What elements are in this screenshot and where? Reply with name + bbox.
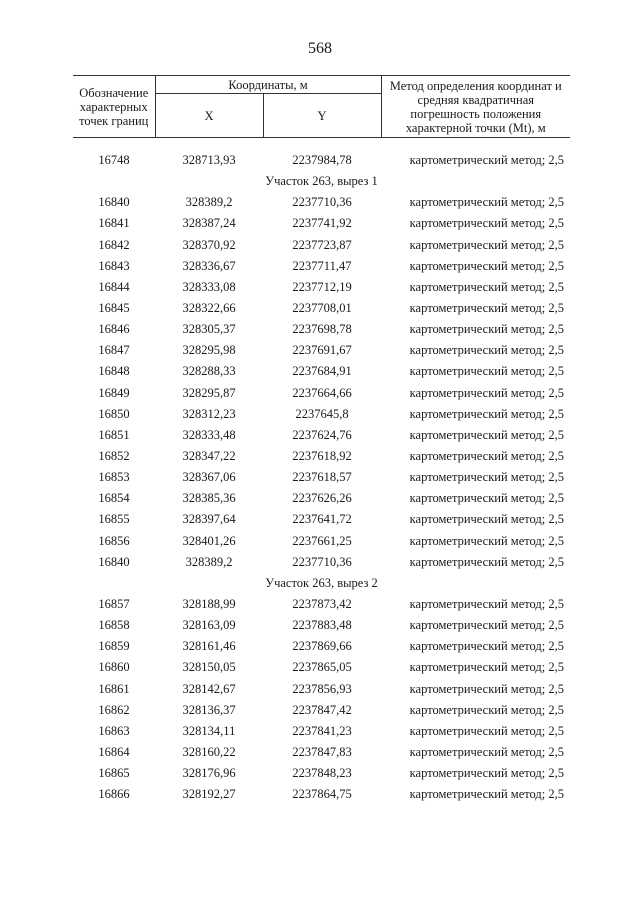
point-id: 16843 [98,258,130,273]
x-coordinate: 328161,46 [182,639,236,654]
table-row [73,340,570,361]
method-cell: картометрический метод; 2,5 [409,301,565,316]
method-cell: картометрический метод; 2,5 [409,364,565,379]
y-coordinate: 2237864,75 [292,787,352,802]
table-row [73,383,570,404]
y-coordinate: 2237624,76 [292,427,352,442]
y-coordinate: 2237708,01 [292,301,352,316]
method-cell: картометрический метод; 2,5 [409,470,565,485]
method-cell: картометрический метод; 2,5 [409,385,565,400]
section-row [73,573,570,594]
y-coordinate: 2237841,23 [292,723,352,738]
point-id: 16858 [98,618,130,633]
table-row [73,277,570,298]
method-cell: картометрический метод; 2,5 [409,597,565,612]
table-row [73,679,570,700]
method-cell: картометрический метод; 2,5 [409,660,565,675]
x-coordinate: 328385,36 [182,491,236,506]
y-coordinate: 2237865,05 [292,660,352,675]
point-id: 16840 [98,195,130,210]
method-cell: картометрический метод; 2,5 [409,681,565,696]
point-id: 16854 [98,491,130,506]
method-cell: картометрический метод; 2,5 [409,533,565,548]
point-id: 16866 [98,787,130,802]
x-coordinate: 328288,33 [182,364,236,379]
y-coordinate: 2237723,87 [292,237,352,252]
x-coordinate: 328160,22 [182,745,236,759]
method-cell: картометрический метод; 2,5 [409,258,565,273]
x-coordinate: 328142,67 [182,681,236,696]
point-id: 16848 [98,364,130,379]
point-id: 16852 [98,449,130,464]
table-row [73,763,570,784]
method-cell: картометрический метод; 2,5 [409,787,565,802]
x-coordinate: 328401,26 [182,533,236,548]
table-row [73,192,570,213]
x-coordinate: 328389,2 [185,195,233,210]
point-id: 16855 [98,512,130,527]
section-row [73,171,570,192]
table-row [73,700,570,721]
x-coordinate: 328312,23 [182,406,236,421]
x-coordinate: 328389,2 [185,554,233,569]
point-column-header: Обозначение характерных точек границ [73,76,155,138]
table-row [73,319,570,340]
y-coordinate: 2237883,48 [292,618,352,633]
y-coordinate: 2237873,42 [292,597,352,612]
method-cell: картометрический метод; 2,5 [409,153,565,168]
point-id: 16846 [98,322,130,337]
point-id: 16856 [98,533,130,548]
x-coordinate: 328370,92 [182,237,236,252]
y-coordinate: 2237710,36 [292,554,352,569]
table-row [73,784,570,805]
method-cell: картометрический метод; 2,5 [409,427,565,442]
table-row [73,742,570,763]
y-coordinate: 2237847,42 [292,702,352,717]
table-row [73,552,570,573]
method-cell: картометрический метод; 2,5 [409,406,565,421]
y-coordinate: 2237618,57 [292,470,352,485]
table-row [73,488,570,509]
method-cell: картометрический метод; 2,5 [409,449,565,464]
y-coordinate: 2237741,92 [292,216,352,231]
y-coordinate: 2237711,47 [292,258,352,273]
method-cell: картометрический метод; 2,5 [409,745,565,759]
x-coordinate: 328347,22 [182,449,236,464]
method-cell: картометрический метод; 2,5 [409,639,565,654]
x-coordinate: 328295,87 [182,385,236,400]
y-coordinate: 2237856,93 [292,681,352,696]
y-coordinate: 2237626,26 [292,491,352,506]
method-cell: картометрический метод; 2,5 [409,491,565,506]
table-row [73,425,570,446]
y-coordinate: 2237645,8 [295,406,349,421]
coords-column-header: Координаты, м [155,76,381,94]
x-coordinate: 328336,67 [182,258,236,273]
section-title: Участок 263, вырез 2 [265,575,378,590]
table-row [73,594,570,615]
point-id: 16851 [98,427,130,442]
y-coordinate: 2237869,66 [292,639,352,654]
point-id: 16857 [98,597,130,612]
x-coordinate: 328192,27 [182,787,236,802]
point-id: 16840 [98,554,130,569]
x-coordinate: 328322,66 [182,301,236,316]
coordinates-table [73,75,570,805]
table-row [73,361,570,382]
y-coordinate: 2237664,66 [292,385,352,400]
y-coordinate: 2237698,78 [292,322,352,337]
y-coordinate: 2237661,25 [292,533,352,548]
point-id: 16845 [98,301,130,316]
point-id: 16847 [98,343,130,358]
point-id: 16844 [98,279,130,294]
method-cell: картометрический метод; 2,5 [409,322,565,337]
x-coordinate: 328367,06 [182,470,236,485]
x-coordinate: 328176,96 [182,766,236,781]
y-coordinate: 2237847,83 [292,745,352,759]
table-row [73,721,570,742]
point-id: 16748 [98,153,130,168]
method-cell: картометрический метод; 2,5 [409,237,565,252]
table-row [73,235,570,256]
point-id: 16862 [98,702,130,717]
y-coordinate: 2237691,67 [292,343,352,358]
table-row [73,404,570,425]
x-column-header: X [155,94,263,138]
x-coordinate: 328333,48 [182,427,236,442]
section-title: Участок 263, вырез 1 [265,174,378,189]
y-coordinate: 2237710,36 [292,195,352,210]
point-id: 16849 [98,385,130,400]
y-coordinate: 2237712,19 [292,279,352,294]
x-coordinate: 328188,99 [182,597,236,612]
method-cell: картометрический метод; 2,5 [409,723,565,738]
table-row [73,509,570,530]
x-coordinate: 328136,37 [182,702,236,717]
table-row [73,256,570,277]
method-cell: картометрический метод; 2,5 [409,216,565,231]
table-row [73,615,570,636]
y-coordinate: 2237848,23 [292,766,352,781]
point-id: 16859 [98,639,130,654]
table-body [73,138,570,806]
x-coordinate: 328163,09 [182,618,236,633]
method-cell: картометрический метод; 2,5 [409,554,565,569]
table-row [73,636,570,657]
page-number: 568 [308,40,332,57]
y-column-header: Y [263,94,381,138]
point-id: 16865 [98,766,130,781]
method-cell: картометрический метод; 2,5 [409,343,565,358]
x-coordinate: 328150,05 [182,660,236,675]
x-coordinate: 328713,93 [182,153,236,168]
x-coordinate: 328134,11 [182,723,236,738]
method-column-header: Метод определения координат и средняя квадратичная погрешность положения характерной точки (Mt), м [381,76,570,138]
x-coordinate: 328333,08 [182,279,236,294]
point-id: 16863 [98,723,130,738]
x-coordinate: 328295,98 [182,343,236,358]
method-cell: картометрический метод; 2,5 [409,702,565,717]
table-row [73,298,570,319]
point-id: 16864 [98,745,130,759]
point-id: 16841 [98,216,130,231]
method-cell: картометрический метод; 2,5 [409,766,565,781]
method-cell: картометрический метод; 2,5 [409,195,565,210]
y-coordinate: 2237684,91 [292,364,352,379]
table-row [73,150,570,171]
y-coordinate: 2237641,72 [292,512,352,527]
table-row [73,467,570,488]
y-coordinate: 2237618,92 [292,449,352,464]
method-cell: картометрический метод; 2,5 [409,618,565,633]
point-id: 16842 [98,237,130,252]
table-row [73,213,570,234]
method-cell: картометрический метод; 2,5 [409,279,565,294]
table-header [73,76,570,138]
table-row [73,446,570,467]
x-coordinate: 328305,37 [182,322,236,337]
point-id: 16853 [98,470,130,485]
method-cell: картометрический метод; 2,5 [409,512,565,527]
table-row [73,657,570,678]
point-id: 16860 [98,660,130,675]
x-coordinate: 328397,64 [182,512,236,527]
x-coordinate: 328387,24 [182,216,236,231]
table-row [73,531,570,552]
point-id: 16861 [98,681,130,696]
point-id: 16850 [98,406,130,421]
y-coordinate: 2237984,78 [292,153,352,168]
